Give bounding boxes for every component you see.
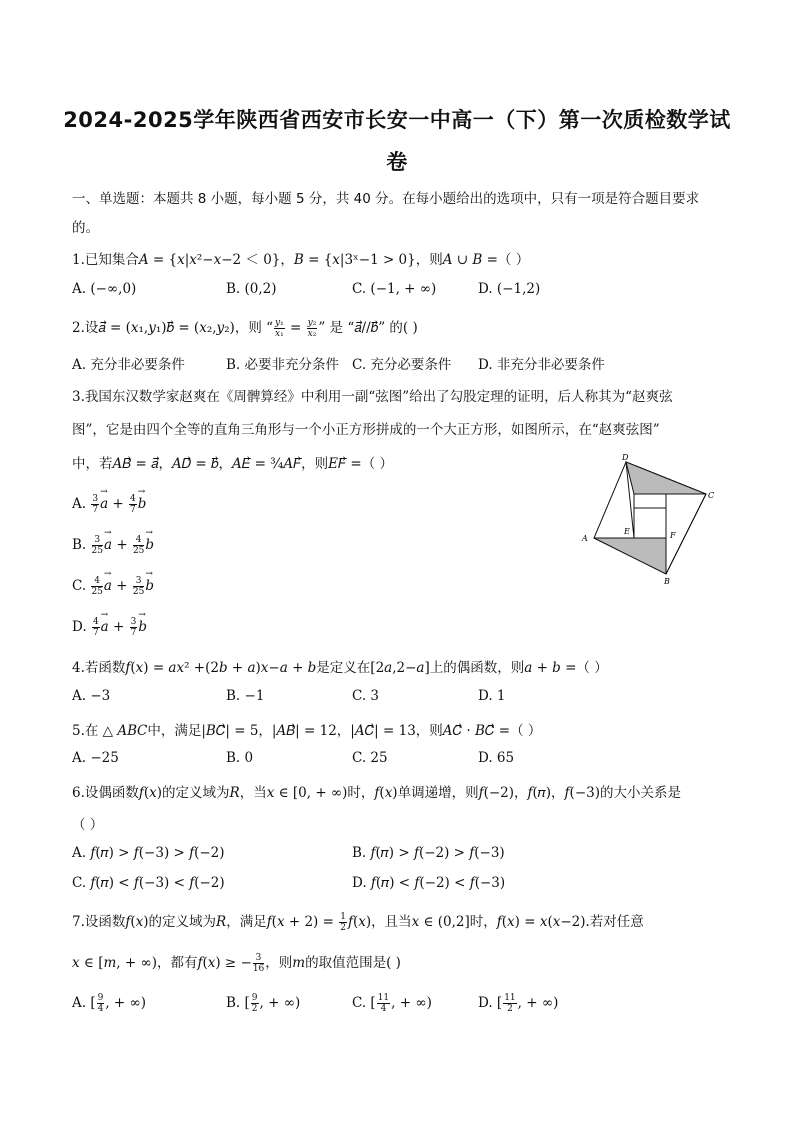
shaded-triangle-bottom <box>594 538 666 574</box>
q7b-den: 2 <box>251 1004 258 1014</box>
q7a-den: 4 <box>97 1004 104 1014</box>
q7d-den: 2 <box>507 1004 513 1014</box>
q1-option-d: D. (−1,2) <box>478 281 541 297</box>
q1-option-b: B. (0,2) <box>226 281 277 297</box>
q3d-frac2-num: 3 <box>130 617 137 627</box>
q7b-label: B. [ <box>226 995 250 1011</box>
question-3-line3: 中，若𝐴𝐵⃗ = 𝑎⃗，𝐴𝐷⃗ = 𝑏⃗，𝐴𝐸⃗ = ¾𝐴𝐹⃗，则𝐸𝐹⃗ =（ ） <box>72 456 393 472</box>
q7a-tail: , + ∞) <box>105 995 147 1011</box>
q7b-num: 9 <box>251 993 258 1003</box>
label-b: B <box>664 577 670 586</box>
label-c: C <box>708 491 715 500</box>
q3b-frac2-den: 25 <box>132 546 145 556</box>
q3a-frac2-den: 7 <box>130 505 136 515</box>
q7d-num: 11 <box>504 993 516 1003</box>
q7d-label: D. [ <box>478 995 503 1011</box>
question-7-line1 <box>72 910 644 933</box>
q4-option-a: A. −3 <box>72 688 111 704</box>
q5-option-a: A. −25 <box>72 750 119 766</box>
q2-option-c: C. 充分必要条件 <box>352 357 452 373</box>
label-a: A <box>582 534 588 543</box>
q2-frac2-den: 𝑥₂ <box>307 329 317 339</box>
q3-option-a-label: A. <box>72 496 87 512</box>
q7-line1-part-b: 𝑓(𝑥)，且当𝑥 ∈ (0,2]时，𝑓(𝑥) = 𝑥(𝑥−2).若对任意 <box>347 914 644 930</box>
q2-stem-part-a: 2.设𝑎⃗ = (𝑥₁,𝑦₁)𝑏⃗ = (𝑥₂,𝑦₂)，则 “ <box>72 320 274 336</box>
question-1-stem: 1.已知集合𝐴 = {𝑥|𝑥²−𝑥−2 ＜ 0}，𝐵 = {𝑥|3ˣ−1 > 0}，则𝐴 ∪ 𝐵 =（ ） <box>72 252 530 268</box>
q2-fraction-2 <box>307 318 318 339</box>
question-3-line1: 3.我国东汉数学家赵爽在《周髀算经》中利用一副“弦图”给出了勾股定理的证明，后人称其为“赵爽弦 <box>72 389 673 405</box>
q3b-frac2-num: 4 <box>133 535 144 546</box>
q3-option-d-label: D. <box>72 619 87 635</box>
q6-option-b: B. 𝑓(𝜋) > 𝑓(−2) > 𝑓(−3) <box>352 845 505 861</box>
question-7-line2 <box>72 951 401 974</box>
q3d-frac1-num: 4 <box>92 617 99 627</box>
q7c-tail: , + ∞) <box>391 995 432 1011</box>
q6-option-d: D. 𝑓(𝜋) < 𝑓(−2) < 𝑓(−3) <box>352 875 506 891</box>
q3d-frac1-den: 7 <box>92 628 99 638</box>
q7-option-d <box>478 993 558 1014</box>
q7a-label: A. [ <box>72 995 96 1011</box>
q7-frac1-den: 2 <box>340 923 346 933</box>
q2-option-d: D. 非充分非必要条件 <box>478 357 605 373</box>
q7-option-b <box>226 993 300 1014</box>
q7b-tail: , + ∞) <box>259 995 301 1011</box>
q3c-frac2-den: 25 <box>132 587 145 597</box>
label-e: E <box>624 527 630 536</box>
q3b-frac1-den: 25 <box>91 546 103 556</box>
q6-option-a: A. 𝑓(𝜋) > 𝑓(−3) > 𝑓(−2) <box>72 845 225 861</box>
exam-title-line2: 卷 <box>386 150 408 174</box>
q7-option-a <box>72 993 146 1014</box>
zhao-shuang-diagram <box>578 452 718 587</box>
q2-fraction-1 <box>274 318 285 339</box>
q7-line2-part-a: 𝑥 ∈ [𝑚, + ∞)，都有𝑓(𝑥) ≥ − <box>72 955 252 971</box>
q6-option-c: C. 𝑓(𝜋) < 𝑓(−3) < 𝑓(−2) <box>72 875 225 891</box>
q7-frac2-den: 16 <box>252 964 265 974</box>
q3-option-d: D. $\frac{4}{7}$ → a + $\frac{3}{7}$ → b <box>72 617 147 638</box>
q2-frac1-den: 𝑥₁ <box>275 329 284 339</box>
q7a-num: 9 <box>97 993 104 1003</box>
question-6-stem-line2: （ ） <box>72 817 104 833</box>
section-instruction-line1: 一、单选题：本题共 8 小题，每小题 5 分，共 40 分。在每小题给出的选项中，只有一项是符合题目要求 <box>72 191 700 207</box>
q3-option-b: B. $\frac{3}{25}$ → a + $\frac{4}{25}$ → b <box>72 535 154 556</box>
question-6-stem: 6.设偶函数𝑓(𝑥)的定义域为𝑅，当𝑥 ∈ [0, + ∞)时，𝑓(𝑥)单调递增，则𝑓(−2)，𝑓(𝜋)，𝑓(−3)的大小关系是 <box>72 785 681 801</box>
q3c-frac2-num: 3 <box>133 576 144 587</box>
q7d-tail: , + ∞) <box>517 995 559 1011</box>
inner-square <box>634 494 666 538</box>
q3b-frac1-num: 3 <box>92 535 103 546</box>
question-3-line2: 图”，它是由四个全等的直角三角形与一个小正方形拼成的一个大正方形，如图所示，在“赵爽弦图” <box>72 422 660 438</box>
q3-option-b-label: B. <box>72 537 87 553</box>
section-instruction-line2: 的。 <box>72 220 99 236</box>
q7c-label: C. [ <box>352 995 376 1011</box>
q7c-num: 11 <box>377 993 390 1003</box>
q5-option-c: C. 25 <box>352 750 388 766</box>
q4-option-b: B. −1 <box>226 688 265 704</box>
q7c-den: 4 <box>380 1004 387 1014</box>
q1-option-a: A. (−∞,0) <box>72 281 137 297</box>
q3d-frac2-den: 7 <box>130 628 137 638</box>
q3c-frac1-num: 4 <box>91 576 102 587</box>
q3a-frac1-num: 3 <box>92 494 99 504</box>
q3-option-c: C. $\frac{4}{25}$ → a + $\frac{3}{25}$ → b <box>72 576 154 597</box>
label-f: F <box>670 531 676 540</box>
q7-line2-part-b: ，则𝑚的取值范围是( ) <box>265 955 401 971</box>
question-4-stem: 4.若函数𝑓(𝑥) = 𝑎𝑥² +(2𝑏 + 𝑎)𝑥−𝑎 + 𝑏是定义在[2𝑎,2−𝑎]上的偶函数，则𝑎 + 𝑏 =（ ） <box>72 660 608 676</box>
q3-option-a: A. $\frac{3}{7}$ → a + $\frac{4}{7}$ → b <box>72 494 146 515</box>
q3-option-c-label: C. <box>72 578 87 594</box>
q4-option-d: D. 1 <box>478 688 506 704</box>
q2-option-a: A. 充分非必要条件 <box>72 357 185 373</box>
q2-stem-part-b: ” 是 “𝑎⃗//𝑏⃗” 的( ) <box>318 320 418 336</box>
q1-option-c: C. (−1, + ∞) <box>352 281 437 297</box>
exam-title-line1: 2024-2025学年陕西省西安市长安一中高一（下）第一次质检数学试 <box>63 108 731 132</box>
q4-option-c: C. 3 <box>352 688 380 704</box>
q7-option-c <box>352 993 432 1014</box>
shaded-triangle-top <box>626 462 706 494</box>
q3a-frac1-den: 7 <box>92 505 99 515</box>
q2-frac2-num: 𝑦₂ <box>307 318 317 328</box>
q7-frac1-num: 1 <box>340 912 346 922</box>
q5-option-d: D. 65 <box>478 750 515 766</box>
q3a-frac2-num: 4 <box>130 494 136 504</box>
question-2-stem: 2.设𝑎⃗ = (𝑥₁,𝑦₁)𝑏⃗ = (𝑥₂,𝑦₂)，则 “ $\frac{\text{𝑦₁}}{\text{𝑥₁}}$ = $\frac{\text{𝑦₂}}{\text{𝑥₂}}$ ” 是 “𝑎⃗//𝑏⃗” 的( ) <box>72 318 418 339</box>
q2-option-b: B. 必要非充分条件 <box>226 357 340 373</box>
question-5-stem: 5.在 △ 𝐴𝐵𝐶中，满足|𝐵𝐶⃗| = 5，|𝐴𝐵⃗| = 12，|𝐴𝐶⃗| = 13，则𝐴𝐶⃗ · 𝐵𝐶⃗ =（ ） <box>72 723 542 739</box>
q3c-frac1-den: 25 <box>91 587 103 597</box>
q5-option-b: B. 0 <box>226 750 254 766</box>
label-d: D <box>622 453 629 462</box>
q7-line1-part-a: 7.设函数𝑓(𝑥)的定义域为𝑅，满足𝑓(𝑥 + 2) = <box>72 914 339 930</box>
q7-frac2-num: 3 <box>253 953 264 964</box>
q2-frac1-num: 𝑦₁ <box>275 318 284 328</box>
